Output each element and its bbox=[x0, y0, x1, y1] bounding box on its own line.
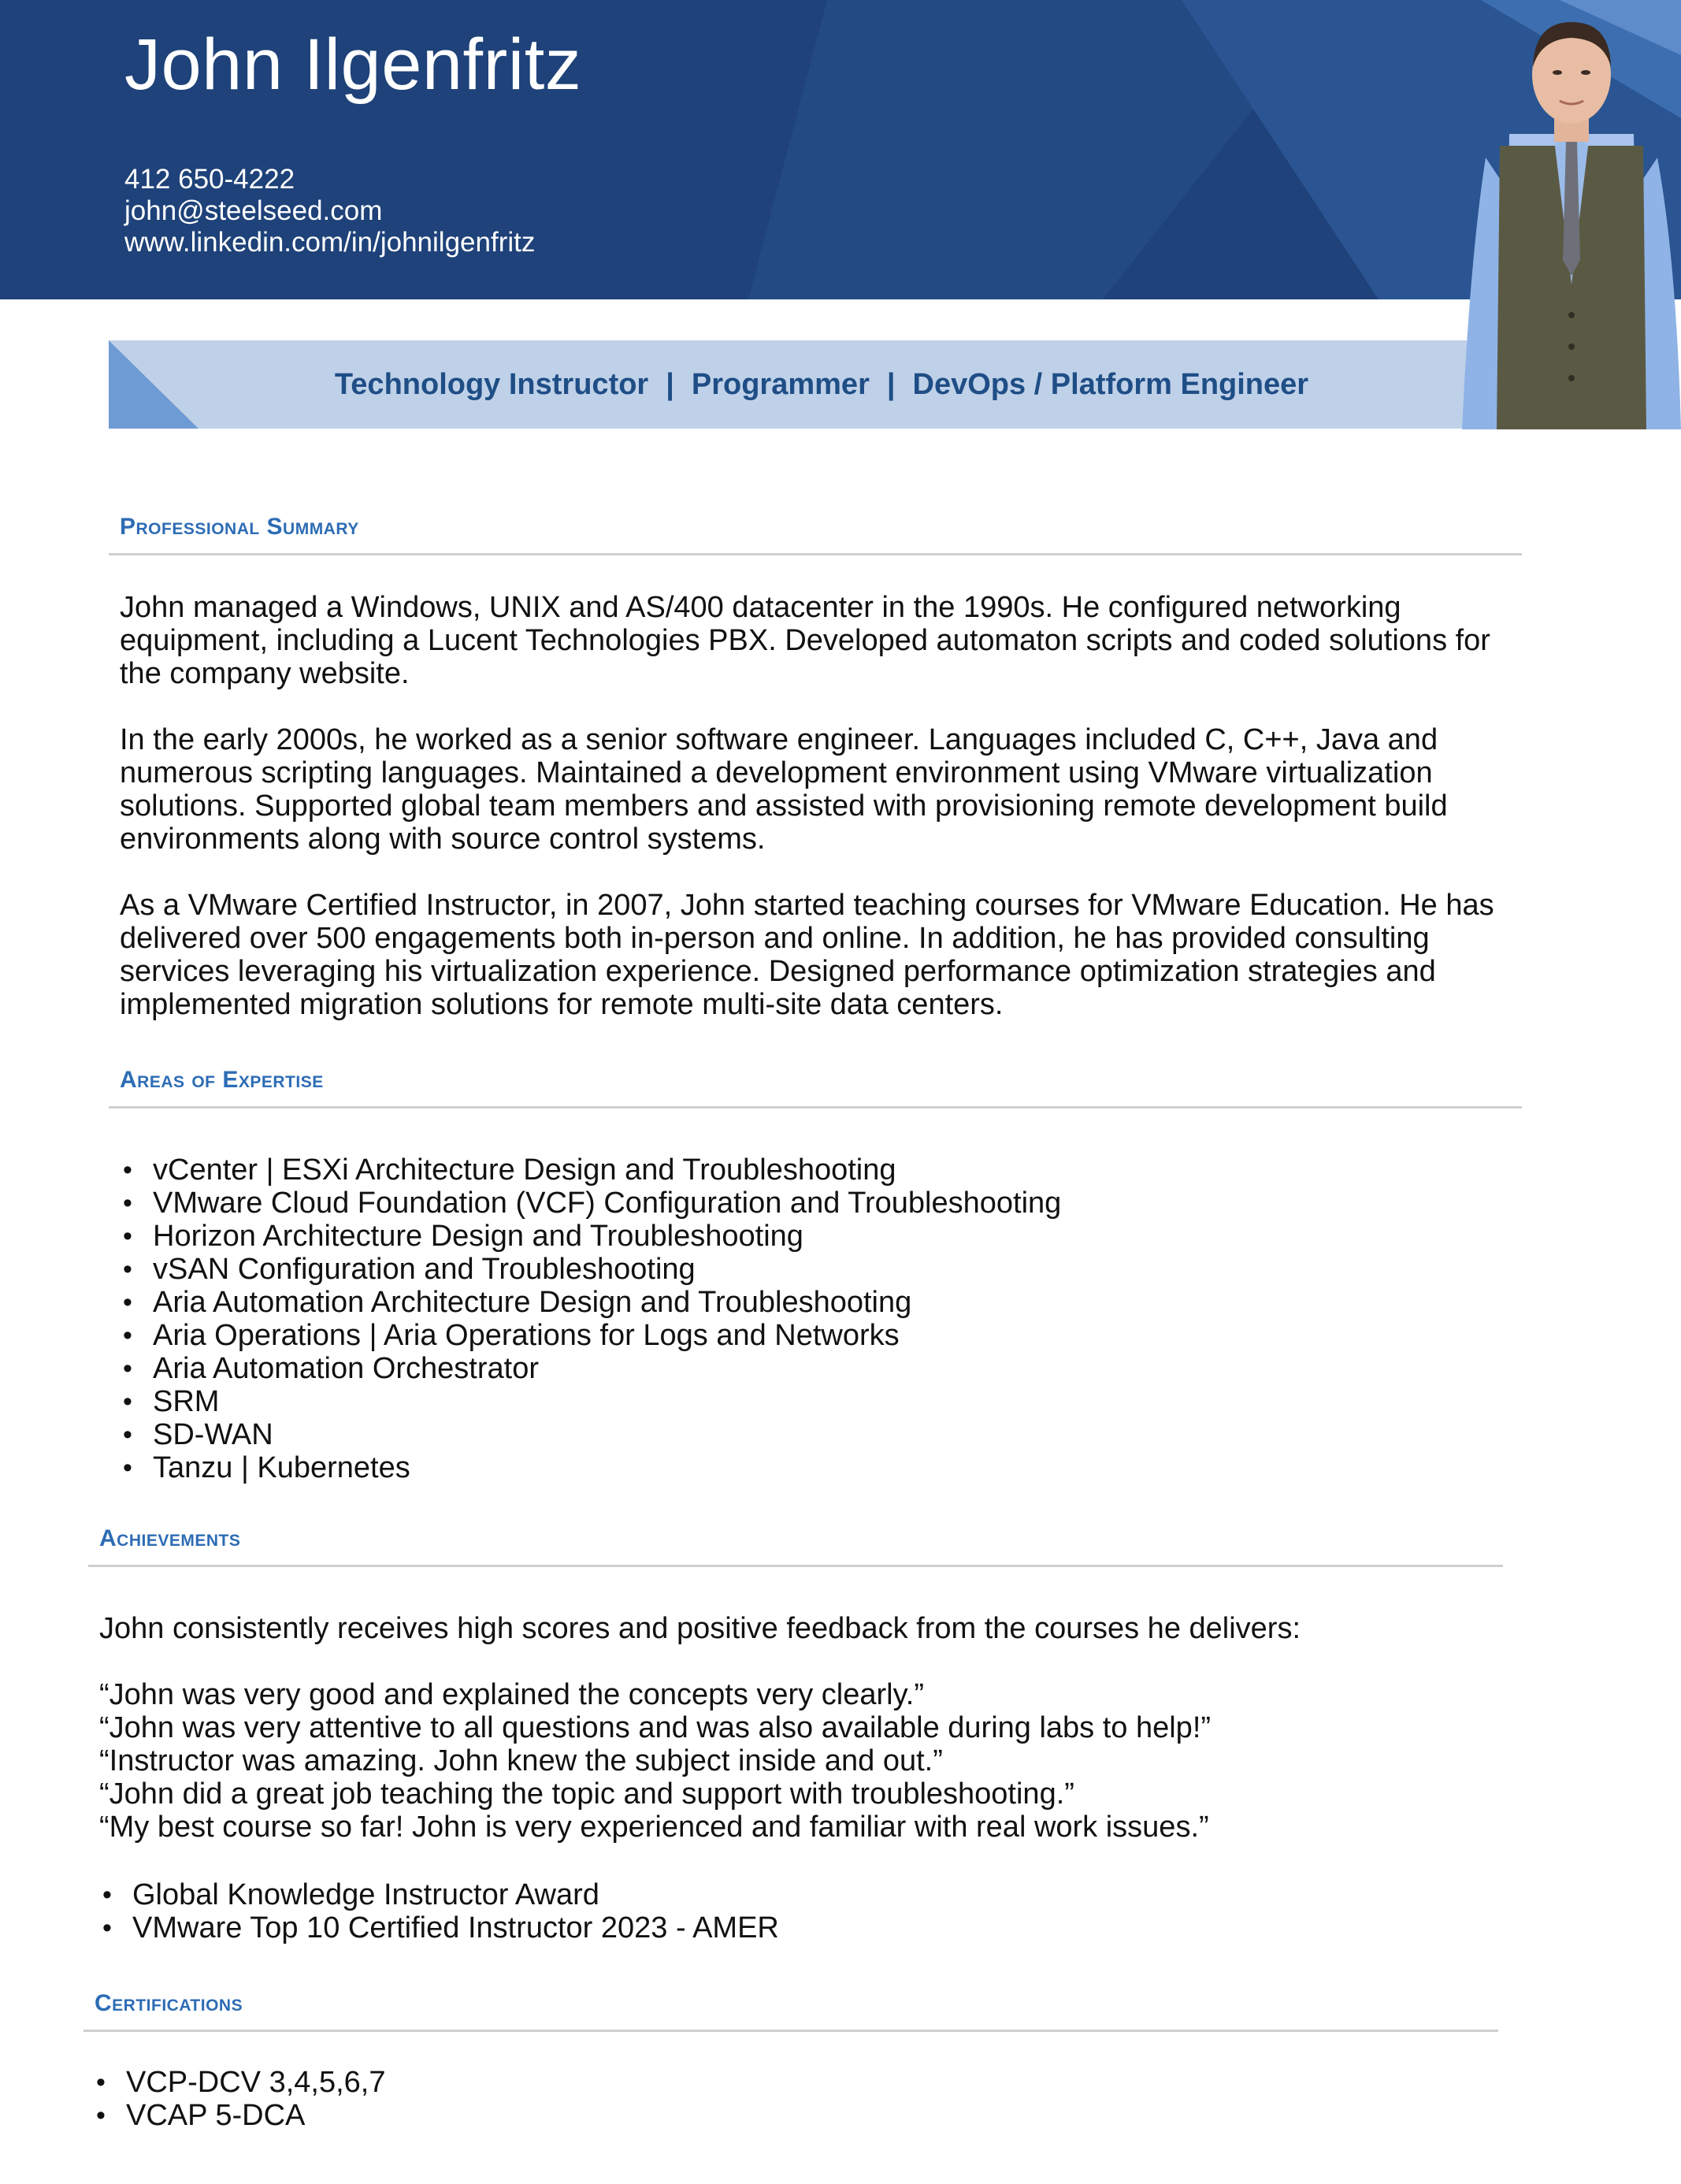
headshot-photo bbox=[1462, 0, 1681, 429]
summary-paragraph-1: John managed a Windows, UNIX and AS/400 datacenter in the 1990s. He configured networking equipment, including a Lucent Technologies PBX. Developed automaton scripts and coded solutions for the company website. bbox=[120, 591, 1490, 690]
testimonial-quote: “My best course so far! John is very experienced and familiar with real work issues.” bbox=[99, 1811, 1209, 1844]
role-technology-instructor: Technology Instructor bbox=[334, 367, 649, 401]
header-banner bbox=[0, 0, 1681, 299]
role-separator: | bbox=[886, 367, 896, 401]
testimonial-quote: “John was very attentive to all questions and was also available during labs to help!” bbox=[99, 1711, 1212, 1744]
list-item: • vCenter | ESXi Architecture Design and Troubleshooting bbox=[120, 1153, 1061, 1187]
list-item: • Aria Automation Architecture Design and Troubleshooting bbox=[120, 1286, 1061, 1319]
list-item: • VCP-DCV 3,4,5,6,7 bbox=[93, 2066, 385, 2099]
role-programmer: Programmer bbox=[691, 367, 870, 401]
testimonial-quotes bbox=[99, 1678, 1211, 1844]
list-item: • Tanzu | Kubernetes bbox=[120, 1451, 1061, 1484]
certifications-list bbox=[93, 2066, 385, 2132]
tagline bbox=[109, 340, 1534, 429]
candidate-name: John Ilgenfritz bbox=[124, 24, 582, 105]
section-divider bbox=[109, 553, 1522, 555]
list-item: • Aria Automation Orchestrator bbox=[120, 1352, 1061, 1385]
section-divider bbox=[109, 1106, 1522, 1109]
expertise-heading: Areas of Expertise bbox=[120, 1067, 324, 1093]
expertise-list bbox=[120, 1153, 1061, 1484]
list-item: • VMware Top 10 Certified Instructor 2023 - AMER bbox=[99, 1911, 779, 1944]
section-divider bbox=[83, 2030, 1498, 2032]
testimonial-quote: “John did a great job teaching the topic and support with troubleshooting.” bbox=[99, 1777, 1074, 1811]
testimonial-quote: “John was very good and explained the concepts very clearly.” bbox=[99, 1678, 924, 1711]
list-item: • vSAN Configuration and Troubleshooting bbox=[120, 1253, 1061, 1286]
achievements-intro: John consistently receives high scores and positive feedback from the courses he delivers: bbox=[99, 1612, 1301, 1645]
list-item: • VMware Cloud Foundation (VCF) Configuration and Troubleshooting bbox=[120, 1187, 1061, 1220]
tagline-band bbox=[109, 340, 1479, 429]
list-item: • SD-WAN bbox=[120, 1418, 1061, 1451]
list-item: • Horizon Architecture Design and Troubleshooting bbox=[120, 1220, 1061, 1253]
section-divider bbox=[88, 1565, 1503, 1567]
phone-number: 412 650-4222 bbox=[124, 164, 295, 195]
testimonial-quote: “Instructor was amazing. John knew the subject inside and out.” bbox=[99, 1744, 943, 1777]
awards-list bbox=[99, 1878, 779, 1944]
role-separator: | bbox=[666, 367, 674, 401]
linkedin-url: www.linkedin.com/in/johnilgenfritz bbox=[124, 227, 536, 258]
list-item: • SRM bbox=[120, 1385, 1061, 1418]
summary-paragraph-2: In the early 2000s, he worked as a senior software engineer. Languages included C, C++, Java and numerous scripting languages. Maintained a development environment using VMware virtualization solutions. Supported global team members and assisted with provisioning remote development build environments along with source control systems. bbox=[120, 723, 1448, 856]
list-item: • Global Knowledge Instructor Award bbox=[99, 1878, 779, 1911]
role-devops-engineer: DevOps / Platform Engineer bbox=[912, 367, 1309, 401]
list-item: • Aria Operations | Aria Operations for Logs and Networks bbox=[120, 1319, 1061, 1352]
summary-heading: Professional Summary bbox=[120, 514, 359, 540]
contact-info bbox=[124, 164, 535, 258]
certifications-heading: Certifications bbox=[95, 1990, 243, 2016]
achievements-heading: Achievements bbox=[99, 1525, 241, 1551]
email-address: john@steelseed.com bbox=[124, 195, 383, 226]
summary-paragraph-3: As a VMware Certified Instructor, in 2007, John started teaching courses for VMware Education. He has delivered over 500 engagements both in-person and online. In addition, he has provided consulting services leveraging his virtualization experience. Designed performance optimization strategies and implemented migration solutions for remote multi-site data centers. bbox=[120, 889, 1494, 1021]
list-item: • VCAP 5-DCA bbox=[93, 2099, 385, 2132]
